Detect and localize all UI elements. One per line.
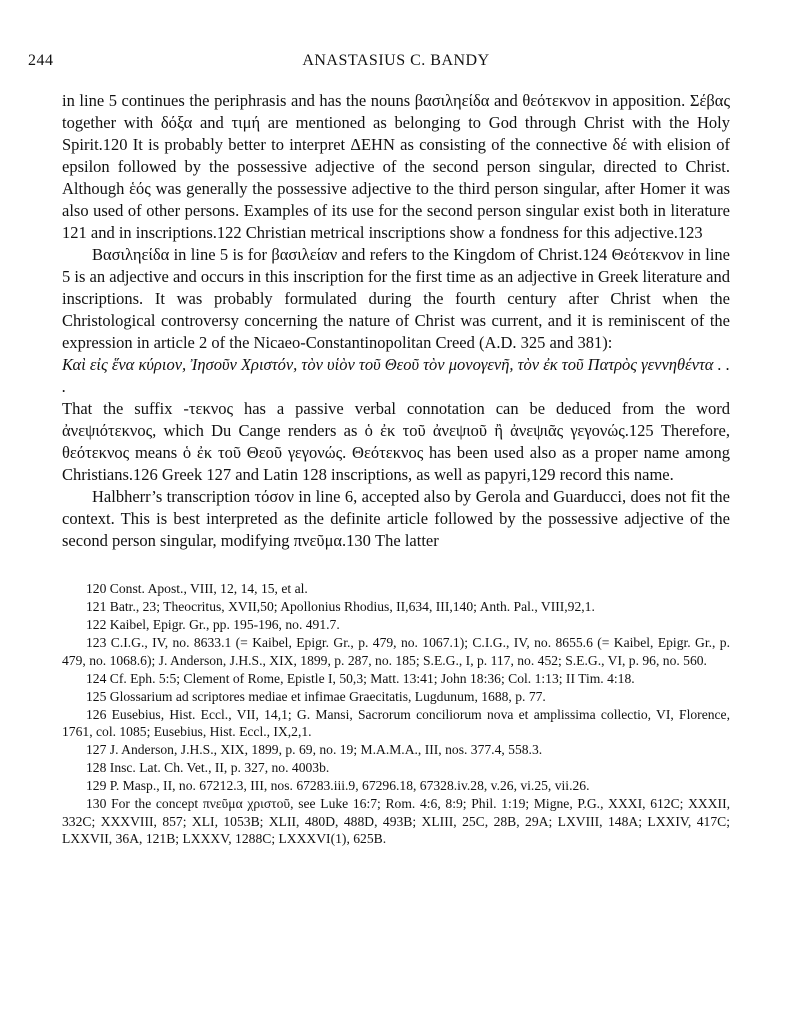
footnote-127: 127 J. Anderson, J.H.S., XIX, 1899, p. 69, no. 19; M.A.M.A., III, nos. 377.4, 558.3. — [86, 742, 543, 757]
page — [28, 52, 730, 848]
footnote-123: 123 C.I.G., IV, no. 8633.1 (= Kaibel, Epigr. Gr., p. 479, no. 1067.1); C.I.G., IV, no. 8655.6 (= Kaibel, Epigr. Gr., p. 479, no. 1068.6); J. Anderson, J.H.S., XIX, 1899, p. 287, no. 185; S.E.G., I, p. 117, no. 452; S.E.G., VI, p. 96, no. 560. — [62, 635, 730, 668]
paragraph-1: in line 5 continues the periphrasis and has the nouns βασιληείδα and θεότεκνον in apposition. Σέβας together with δόξα and τιμή are mentioned as belonging to God through Christ with the Holy Spirit.120 It is probably better to interpret ΔΕΗΝ as consisting of the connective δέ with elision of epsilon followed by the possessive adjective of the second person singular, directed to Christ. Although ἑός was generally the possessive adjective to the third person singular, after Homer it was also used of other persons. Examples of its use for the second person singular exist both in literature 121 and in inscriptions.122 Christian metrical inscriptions show a fondness for this adjective.123 — [62, 91, 730, 242]
footnote-125: 125 Glossarium ad scriptores mediae et infimae Graecitatis, Lugdunum, 1688, p. 77. — [86, 688, 546, 704]
footnote-129: 129 P. Masp., II, no. 67212.3, III, nos. 67283.iii.9, 67296.18, 67328.iv.28, v.26, vi.25, vii.26. — [86, 778, 590, 793]
footnote-120: 120 Const. Apost., VIII, 12, 14, 15, et al. — [86, 581, 308, 596]
running-head — [28, 52, 730, 74]
creed-quotation: Καὶ εἰς ἕνα κύριον, Ἰησοῦν Χριστόν, τὸν υἱὸν τοῦ Θεοῦ τὸν μονογενῆ, τὸν ἐκ τοῦ Πατρὸς γεννηθέντα . . . — [62, 355, 730, 396]
body-text — [62, 90, 730, 552]
page-number: 244 — [28, 52, 54, 69]
footnote-121: 121 Batr., 23; Theocritus, XVII,50; Apollonius Rhodius, II,634, III,140; Anth. Pal., VIII,92,1. — [86, 599, 595, 614]
paragraph-2: Βασιληείδα in line 5 is for βασιλείαν and refers to the Kingdom of Christ.124 Θεότεκνον in line 5 is an adjective and occurs in this inscription for the first time as an adjective in Greek literature and inscriptions. It was probably formulated during the fourth century after Christ when the Christological controversy concerning the nature of Christ was current, and it is reminiscent of the expression in article 2 of the Nicaeo-Constantinopolitan Creed (A.D. 325 and 381): — [62, 245, 730, 352]
footnote-126: 126 Eusebius, Hist. Eccl., VII, 14,1; G. Mansi, Sacrorum conciliorum nova et amplissima collectio, VI, Florence, 1761, col. 1085; Eusebius, Hist. Eccl., IX,2,1. — [62, 706, 730, 739]
paragraph-4: Halbherr’s transcription τόσον in line 6, accepted also by Gerola and Guarducci, does not fit the context. This is best interpreted as the definite article followed by the possessive adjective of the second person singular, modifying πνεῦμα.130 The latter — [62, 487, 730, 550]
footnote-128: 128 Insc. Lat. Ch. Vet., II, p. 327, no. 4003b. — [86, 760, 330, 775]
footnote-124: 124 Cf. Eph. 5:5; Clement of Rome, Epistle I, 50,3; Matt. 13:41; John 18:36; Col. 1:13; II Tim. 4:18. — [86, 670, 635, 686]
paragraph-3: That the suffix -τεκνος has a passive verbal connotation can be deduced from the word ἀνεψιότεκνος, which Du Cange renders as ὁ ἐκ τοῦ ἀνεψιοῦ ἢ ἀνεψιᾶς γεγονώς.125 Therefore, θεότεκνος means ὁ ἐκ τοῦ Θεοῦ γεγονώς. Θεότεκνος has been used also as a proper name among Christians.126 Greek 127 and Latin 128 inscriptions, as well as papyri,129 record this name. — [62, 399, 730, 484]
running-title: ANASTASIUS C. BANDY — [302, 52, 490, 69]
footnote-130: 130 For the concept πνεῦμα χριστοῦ, see Luke 16:7; Rom. 4:6, 8:9; Phil. 1:19; Migne, P.G., XXXI, 612C; XXXII, 332C; XXXVIII, 857; XLI, 1053B; XLII, 480D, 488D, 493B; XLIII, 25C, 28B, 29A; LXVIII, 148A; LXXIV, 417C; LXXVII, 36A, 121B; LXXXV, 1288C; LXXXVI(1), 625B. — [62, 796, 730, 846]
footnote-122: 122 Kaibel, Epigr. Gr., pp. 195-196, no. 491.7. — [86, 617, 340, 632]
footnotes — [62, 580, 730, 848]
